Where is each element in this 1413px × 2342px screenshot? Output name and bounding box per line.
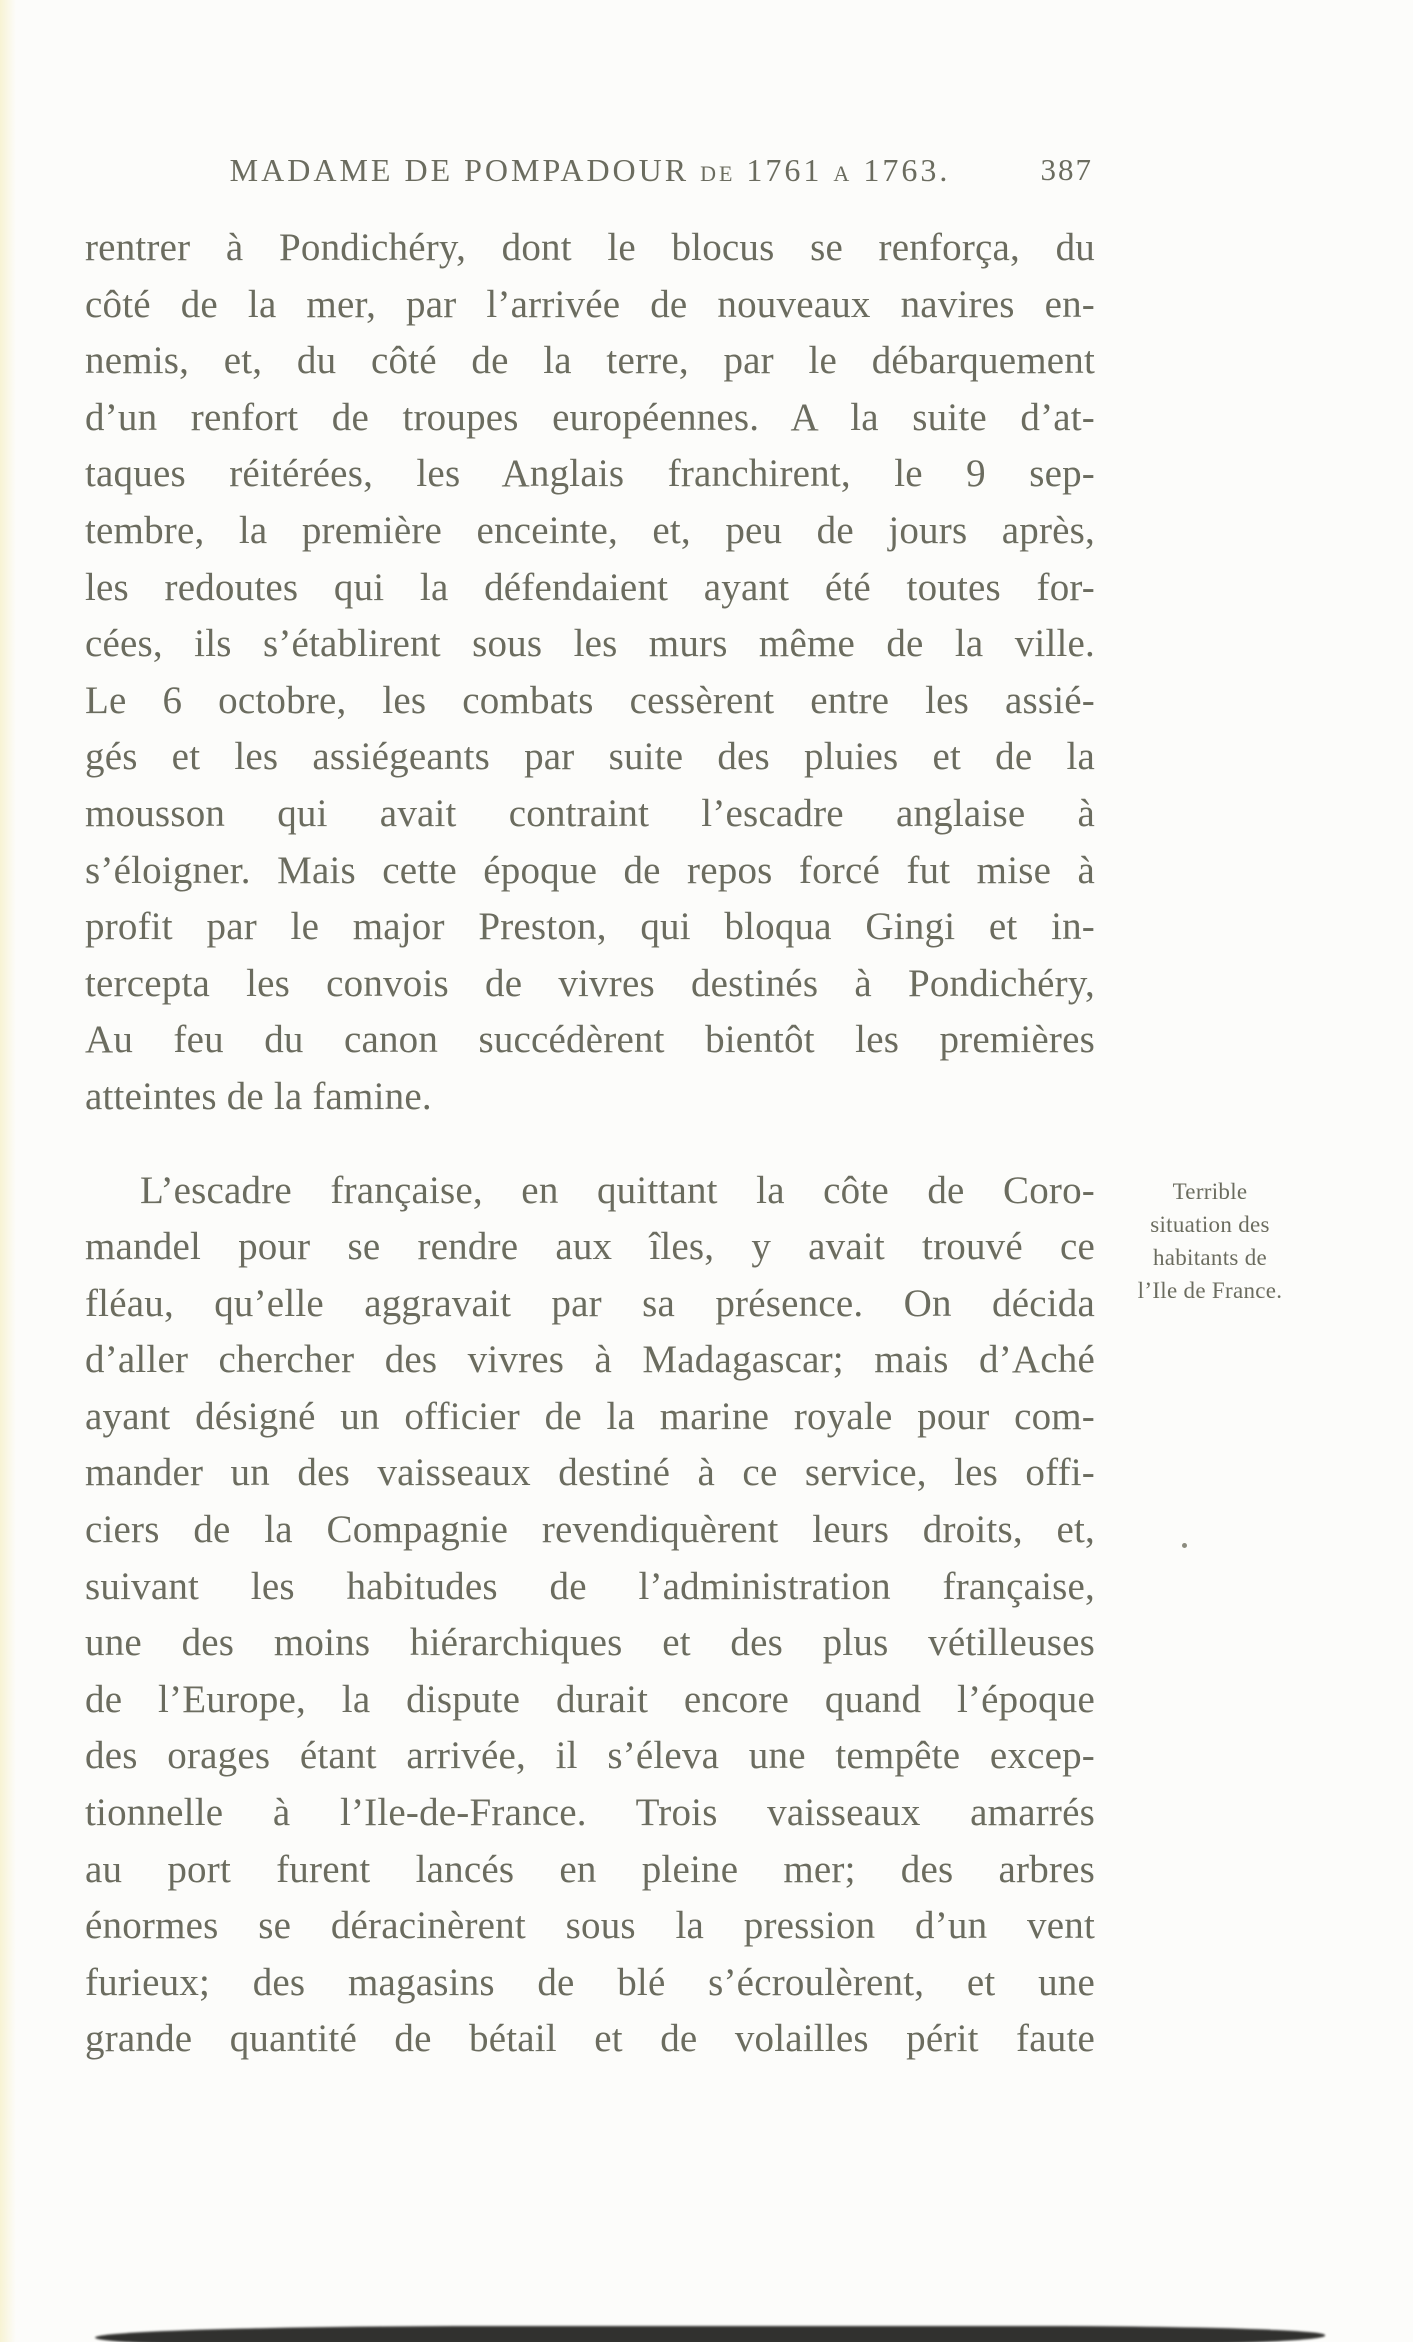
page-bottom-shadow bbox=[95, 2326, 1325, 2342]
text-line: des orages étant arrivée, il s’éleva une tempête excep- bbox=[85, 1734, 1095, 1778]
stray-ink-mark bbox=[1182, 1543, 1187, 1548]
text-line: ciers de la Compagnie revendiquèrent leurs droits, et, bbox=[85, 1508, 1095, 1552]
text-line: mander un des vaisseaux destiné à ce service, les offi- bbox=[85, 1451, 1095, 1495]
text-line: atteintes de la famine. bbox=[85, 1074, 432, 1118]
text-line: une des moins hiérarchiques et des plus vétilleuses bbox=[85, 1621, 1095, 1665]
text-line: furieux; des magasins de blé s’écroulèrent, et une bbox=[85, 1960, 1095, 2004]
page-number: 387 bbox=[1040, 152, 1093, 187]
text-line: au port furent lancés en pleine mer; des arbres bbox=[85, 1847, 1095, 1891]
margin-note-line: Terrible bbox=[1172, 1179, 1248, 1204]
margin-note-line: habitants de bbox=[1152, 1245, 1268, 1270]
text-line: nemis, et, du côté de la terre, par le débarquement bbox=[85, 339, 1095, 383]
text-line: tembre, la première enceinte, et, peu de jours après, bbox=[85, 508, 1095, 552]
text-line: gés et les assiégeants par suite des pluies et de la bbox=[85, 735, 1095, 779]
text-line: tercepta les convois de vivres destinés à Pondichéry, bbox=[85, 961, 1095, 1005]
margin-note bbox=[1104, 1175, 1316, 1307]
text-line: fléau, qu’elle aggravait par sa présence. On décida bbox=[85, 1281, 1095, 1325]
text-line: Au feu du canon succédèrent bientôt les premières bbox=[85, 1018, 1095, 1062]
text-line: grande quantité de bétail et de volailles périt faute bbox=[85, 2017, 1095, 2061]
text-line: rentrer à Pondichéry, dont le blocus se renforça, du bbox=[85, 226, 1095, 269]
text-line: mousson qui avait contraint l’escadre anglaise à bbox=[85, 791, 1095, 835]
text-line: d’aller chercher des vivres à Madagascar; mais d’Aché bbox=[85, 1338, 1095, 1382]
body-text bbox=[85, 220, 1095, 2068]
text-line: taques réitérées, les Anglais franchirent, le 9 sep- bbox=[85, 452, 1095, 496]
text-line: tionnelle à l’Ile-de-France. Trois vaisseaux amarrés bbox=[85, 1791, 1095, 1835]
text-line: Le 6 octobre, les combats cessèrent entre les assié- bbox=[85, 678, 1095, 722]
margin-note-line: situation des bbox=[1150, 1212, 1270, 1237]
text-line: s’éloigner. Mais cette époque de repos forcé fut mise à bbox=[85, 848, 1095, 892]
page-edge-tint bbox=[0, 0, 16, 2342]
text-line: mandel pour se rendre aux îles, y avait trouvé ce bbox=[85, 1225, 1095, 1269]
text-line: énormes se déracinèrent sous la pression d’un vent bbox=[85, 1904, 1095, 1948]
text-line: de l’Europe, la dispute durait encore quand l’époque bbox=[85, 1677, 1095, 1721]
text-line: suivant les habitudes de l’administration française, bbox=[85, 1564, 1095, 1608]
header-title: MADAME DE POMPADOUR de 1761 a 1763. bbox=[229, 152, 951, 188]
margin-note-line: l’Ile de France. bbox=[1137, 1278, 1283, 1303]
text-line: d’un renfort de troupes européennes. A la suite d’at- bbox=[85, 395, 1095, 439]
text-line: cées, ils s’établirent sous les murs même de la ville. bbox=[85, 622, 1095, 666]
paragraph bbox=[85, 1163, 1095, 2069]
text-line: les redoutes qui la défendaient ayant été toutes for- bbox=[85, 565, 1095, 609]
running-header bbox=[85, 152, 1095, 196]
text-line: ayant désigné un officier de la marine royale pour com- bbox=[85, 1394, 1095, 1438]
text-line: profit par le major Preston, qui bloqua Gingi et in- bbox=[85, 905, 1095, 949]
text-line: L’escadre française, en quittant la côte de Coro- bbox=[140, 1168, 1095, 1212]
text-line: côté de la mer, par l’arrivée de nouveaux navires en- bbox=[85, 282, 1095, 326]
paragraph bbox=[85, 220, 1095, 1126]
